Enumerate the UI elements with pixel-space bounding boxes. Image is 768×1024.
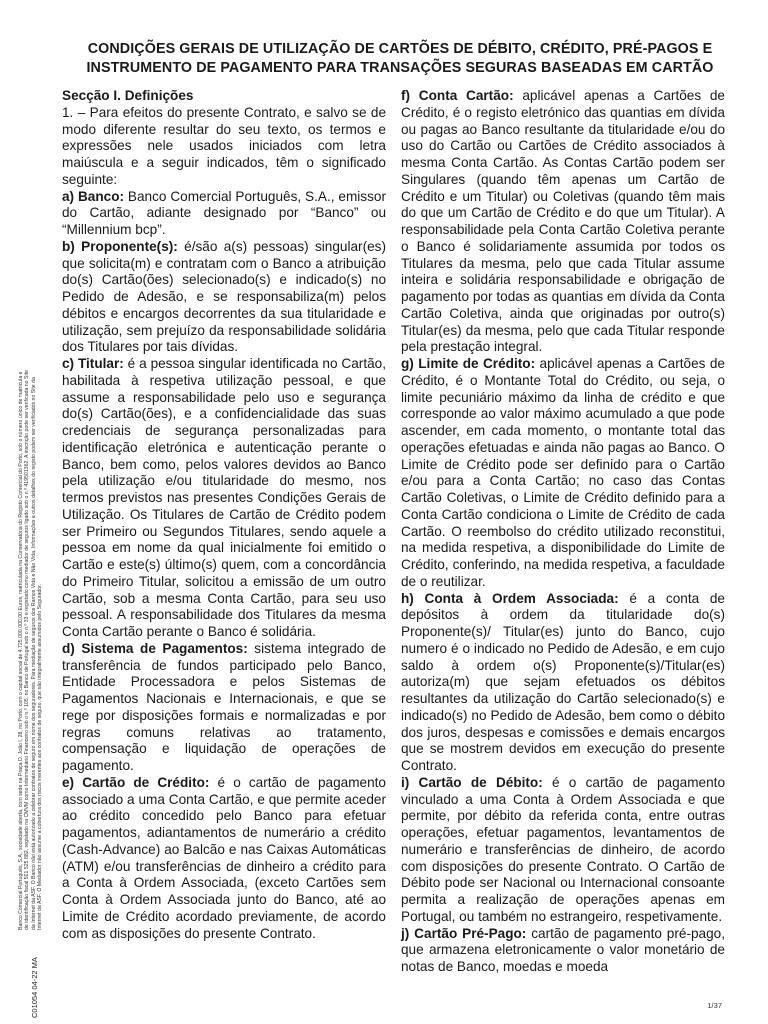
definition-f: [401, 88, 725, 356]
definition-h-text: é a conta de depósitos à ordem da titularidade do(s) Proponente(s)/ Titular(es) junto do Banco, cujo numero é o indicado no Pedido de Adesão, e em cujo saldo à ordem o(s) Proponente(s)/Titular(es) autoriza(m) que sejam efetuados os débitos resultantes da utilização do Cartão selecionado(s) e indicado(s) no Pedido de Adesão, bem como o débito dos juros, despesas e comissões e demais encargos que se mostrem devidos em execução do presente Contrato.: [401, 590, 725, 773]
definition-i: [401, 775, 725, 926]
definition-e: [62, 775, 386, 943]
definition-c-text: é a pessoa singular identificada no Cartão, habilitada à respetiva utilização pessoal, e que assume a responsabilidade pelo uso e segurança do(s) Cartão(ões), e a confidencialidade das suas credenciais de segurança personalizadas para identificação eletrónica e autenticação perante o Banco, bem como, pelos valores devidos ao Banco pela utilização e/ou titularidade do mesmo, nos termos previstos nas presentes Condições Gerais de Utilização. Os Titulares de Cartão de Crédito podem ser Primeiro ou Segundos Titulares, sendo aquele a pessoa em nome da qual inicialmente foi emitido o Cartão e este(s) último(s) quem, com a concordância do Primeiro Titular, solicitou a emissão de um outro Cartão, sob a mesma Conta Cartão, para seu uso pessoal. A responsabilidade dos Titulares da mesma Conta Cartão perante o Banco é solidária.: [62, 356, 387, 639]
section-heading: Secção I. Definições: [62, 88, 194, 103]
title-line-1: CONDIÇÕES GERAIS DE UTILIZAÇÃO DE CARTÕES DE DÉBITO, CRÉDITO, PRÉ-PAGOS E: [87, 41, 713, 57]
definition-a-term: a) Banco:: [62, 188, 125, 204]
definition-i-text: é o cartão de pagamento vinculado a uma Conta à Ordem Associada e que permite, por débito da referida conta, entre outras operações, efetuar pagamentos, levantamentos de numerário e transferências de dinheiro, de acordo com disposições do presente Contrato. O Cartão de Débito pode ser Nacional ou Internacional consoante permita a realização de operações apenas em Portugal, ou também no estrangeiro, respetivamente.: [401, 774, 725, 924]
definition-c-term: c) Titular:: [62, 356, 124, 371]
left-column: [62, 88, 386, 942]
definition-i-term: i) Cartão de Débito:: [401, 774, 543, 790]
definition-e-term: e) Cartão de Crédito:: [62, 774, 210, 790]
definition-e-text: é o cartão de pagamento associado a uma Conta Cartão, e que permite aceder ao crédito concedido pelo Banco para efetuar pagamentos, adiantamentos de numerário a crédito (Cash-Advance) ao Balcão e nas Caixas Automáticas (ATM) e/ou transferências de dinheiro a crédito para a Conta à Ordem Associada, (exceto Cartões sem Conta à Ordem Associada junto do Banco, até ao Limite de Crédito acordado previamente, de acordo com as disposições do presente Contrato.: [62, 774, 386, 941]
definition-j: [401, 926, 725, 976]
definition-b: [62, 239, 386, 356]
title-line-2: INSTRUMENTO DE PAGAMENTO PARA TRANSAÇÕES SEGURAS BASEADAS EM CARTÃO: [86, 60, 714, 76]
side-legal-notice: Banco Comercial Português, S.A., sociedade aberta, com sede na Praça D. João I, 28, no Porto, com o capital social de 4.725.000.000,00 Euros, matriculada na Conservatória do Registo Comercial do Porto, sob o número único de matrícula e de identificação fiscal 501 525 882, registado na CMVM como Intermediário Financeiro sob o n.º 105, no Banco de Portugal sob o n.º 33 e registado como mediador de seguros ligado sob o n.º 419501362. A inscrição pode ser verificada no Site da Internet da ASF. O Banco não está autorizado a celebrar contratos de seguro em nome dos seguradores. Para mediação de seguros dos Ramos Vida e Não Vida. Informações e outros detalhes do registo podem ser verificados no Site da Internet da ASF. O Mediador não assume a cobertura dos riscos inerentes aos contratos de seguro, que são integralmente assumidos pelo Segurador.: [18, 370, 44, 930]
definition-a-text: Banco Comercial Português, S.A., emissor do Cartão, adiante designado por “Banco” ou “Millennium bcp”.: [62, 188, 386, 237]
definition-j-term: j) Cartão Pré-Pago:: [401, 925, 527, 941]
page-number: 1/37: [707, 1001, 722, 1010]
definition-b-text: é/são a(s) pessoas) singular(es) que solicita(m) e contratam com o Banco a atribuição do(s) Cartão(ões) selecionado(s) e indicado(s) no Pedido de Adesão, e se responsabiliza(m) pelos débitos e encargos decorrentes da sua titularidade e utilização, sem prejuízo da responsabilidade solidária dos Titulares por tais dívidas.: [62, 238, 386, 355]
form-code: C01054 04-22 MA: [30, 957, 39, 1018]
definition-f-term: f) Conta Cartão:: [401, 88, 514, 103]
definition-d-term: d) Sistema de Pagamentos:: [62, 640, 248, 656]
definition-h-term: h) Conta à Ordem Associada:: [401, 590, 619, 606]
definition-f-text: aplicável apenas a Cartões de Crédito, é o registo eletrónico das quantias em dívida ou pagas ao Banco resultante da titularidade e/ou do uso do Cartão ou Cartões de Crédito associados à mesma Conta Cartão. As Contas Cartão podem ser Singulares (quando têm apenas um Cartão de Crédito e um Titular) ou Coletivas (quando têm mais do que um Cartão de Crédito e do que um Titular). A responsabilidade pela Conta Cartão Coletiva perante o Banco é solidariamente assumida por todos os Titulares da mesma, pelo que cada Titular assume inteira e solidária responsabilidade e obrigação de pagamento por todas as quantias em dívida da Conta Cartão Coletiva, ainda que originadas por outro(s) Titular(es) da mesma, pelo que cada Titular responde pela prestação integral.: [401, 88, 725, 355]
definition-a: [62, 189, 386, 239]
definition-g-term: g) Limite de Crédito:: [401, 356, 536, 371]
definition-h: [401, 591, 725, 775]
definition-c: [62, 356, 386, 641]
definition-j-text: cartão de pagamento pré-pago, que armazena eletronicamente o valor monetário de notas de Banco, moedas e moeda: [401, 925, 725, 974]
definition-d: [62, 641, 386, 775]
definition-b-term: b) Proponente(s):: [62, 238, 178, 254]
definition-d-text: sistema integrado de transferência de fundos participado pelo Banco, Entidade Processadora e pelos Sistemas de Pagamentos Nacionais e Internacionais, e que se rege por disposições formais e normalizadas e por regras comuns relativas ao tratamento, compensação e liquidação de operações de pagamento.: [62, 640, 386, 773]
right-column: [401, 88, 725, 976]
definitions-intro: 1. – Para efeitos do presente Contrato, e salvo se de modo diferente resultar do seu texto, os termos e expressões nele usados iniciados com letra maiúscula e a seguir indicados, têm o significado seguinte:: [62, 104, 386, 187]
definition-g-text: aplicável apenas a Cartões de Crédito, é o Montante Total do Crédito, ou seja, o limite pecuniário máximo da linha de crédito e que corresponde ao valor máximo acumulado a que pode ascender, em cada momento, o montante total das operações efetuadas e ainda não pagas ao Banco. O Limite de Crédito pode ser definido para o Cartão e/ou para a Conta Cartão; no caso das Contas Cartão Coletivas, o Limite de Crédito definido para a Conta Cartão condiciona o Limite de Crédito de cada Cartão. O reembolso do crédito utilizado reconstitui, na medida respetiva, a disponibilidade do Limite de Crédito, conferindo, na medida respetiva, a faculdade de o reutilizar.: [401, 356, 725, 589]
document-title: [60, 40, 740, 78]
definition-g: [401, 356, 725, 591]
